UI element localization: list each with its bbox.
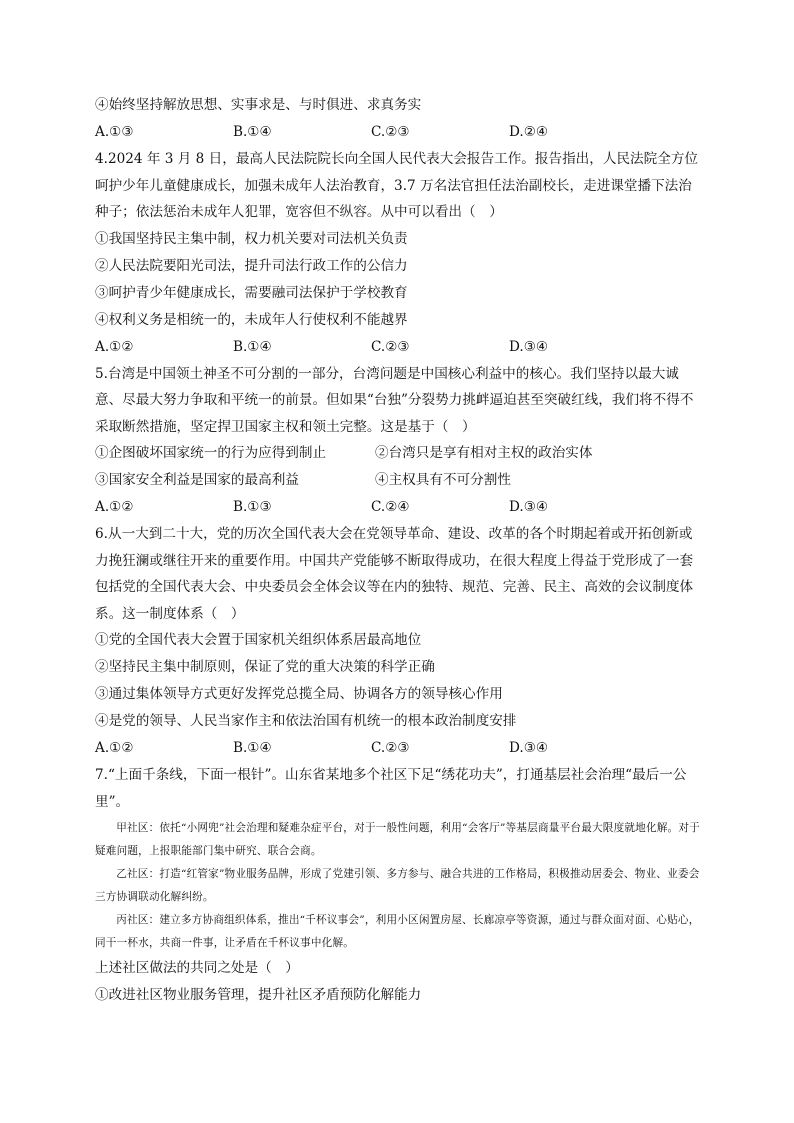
q4-statement-3: ③呵护青少年健康成长，需要融司法保护于学校教育 (95, 284, 408, 301)
q5-option-a: A.①② (95, 499, 134, 515)
q4-option-a: A.①② (95, 338, 134, 355)
q4-option-d: D.③④ (509, 338, 549, 355)
q6-statement-1: ①党的全国代表大会置于国家机关组织体系居最高地位 (95, 632, 422, 648)
q6-option-a: A.①② (95, 740, 134, 756)
q3-statement-4: ④始终坚持解放思想、实事求是、与时俱进、求真务实 (95, 97, 422, 113)
q7-material-yi: 乙社区：打造“红管家”物业服务品牌，形成了党建引领、多方参与、融合共进的工作格局，积极推动居委会、物业、业委会三方协调联动化解纠纷。 (95, 868, 700, 903)
q3-option-d: D.②④ (509, 124, 549, 140)
q6-options (95, 735, 703, 762)
q4-stem: 4.2024 年 3 月 8 日，最高人民法院院长向全国人民代表大会报告工作。报告指出，人民法院全方位呵护少年儿童健康成长，加强未成年人法治教育，3.7 万名法官担任法治副校长，走进课堂播下法治种子；依法惩治未成年人犯罪，宽容但不纵容。从中可以看出（ ） (95, 151, 699, 220)
q5-option-d: D.③④ (509, 499, 549, 515)
q5-statement-2: ②台湾只是享有相对主权的政治实体 (375, 445, 593, 461)
q6-option-d: D.③④ (509, 740, 549, 756)
q5-statement-1: ①企图破坏国家统一的行为应得到制止 (95, 445, 327, 461)
q7-ask: 上述社区做法的共同之处是（ ） (95, 960, 299, 976)
q6-statement-3: ③通过集体领导方式更好发挥党总揽全局、协调各方的领导核心作用 (95, 686, 503, 702)
q6-statement-4: ④是党的领导、人民当家作主和依法治国有机统一的根本政治制度安排 (95, 713, 517, 729)
q4-statement-1: ①我国坚持民主集中制，权力机关要对司法机关负责 (95, 230, 408, 247)
q5-statement-4: ④主权具有不可分割性 (375, 472, 511, 488)
q5-statement-3: ③国家安全利益是国家的最高利益 (95, 472, 299, 488)
q7-material (95, 817, 703, 955)
q6-option-b: B.①④ (233, 740, 272, 756)
q3-options (95, 119, 703, 146)
q4-statement-4: ④权利义务是相统一的，未成年人行使权利不能越界 (95, 311, 408, 328)
q5-stem: 5.台湾是中国领土神圣不可分割的一部分，台湾问题是中国核心利益中的核心。我们坚持以最大诚意、尽最大努力争取和平统一的前景。但如果“台独”分裂势力挑衅逼迫甚至突破红线，我们将不得不采取断然措施，坚定捍卫国家主权和领土完整。这是基于（ ） (95, 365, 694, 435)
q5-option-b: B.①③ (233, 499, 272, 515)
q4-options (95, 334, 703, 361)
q3-option-a: A.①③ (95, 124, 134, 140)
q7-material-bing: 丙社区：建立多方协商组织体系，推出“千杯议事会”，利用小区闲置房屋、长廊凉亭等资源，通过与群众面对面、心贴心，同干一杯水，共商一件事，让矛盾在千杯议事中化解。 (95, 914, 700, 949)
q4-option-b: B.①④ (233, 338, 272, 355)
q5-statements-row-1 (95, 440, 703, 467)
q5-option-c: C.②④ (371, 499, 410, 515)
q5-statements-row-2 (95, 467, 703, 494)
q3-option-c: C.②③ (371, 124, 410, 140)
q5-options (95, 494, 703, 521)
q7-statement-1: ①改进社区物业服务管理，提升社区矛盾预防化解能力 (95, 987, 422, 1003)
q6-statement-2: ②坚持民主集中制原则，保证了党的重大决策的科学正确 (95, 659, 435, 675)
q4-statement-2: ②人民法院要阳光司法，提升司法行政工作的公信力 (95, 257, 408, 274)
q7-material-jia: 甲社区：依托“小网兜”社会治理和疑难杂症平台，对于一般性问题，利用“会客厅”等基层商量平台最大限度就地化解。对于疑难问题，上报职能部门集中研究、联合会商。 (95, 822, 700, 857)
q6-stem: 6.从一大到二十大，党的历次全国代表大会在党领导革命、建设、改革的各个时期起着或开拓创新或力挽狂澜或继往开来的重要作用。中国共产党能够不断取得成功，在很大程度上得益于党形成了一套包括党的全国代表大会、中央委员会全体会议等在内的独特、规范、完善、民主、高效的会议制度体系。这一制度体系（ ） (95, 526, 694, 622)
exam-page (95, 92, 703, 1009)
q6-option-c: C.②③ (371, 740, 410, 756)
q3-option-b: B.①④ (233, 124, 272, 140)
q7-stem: 7.“上面千条线，下面一根针”。山东省某地多个社区下足“绣花功夫”，打通基层社会治理“最后一公里”。 (95, 767, 687, 810)
q4-option-c: C.②③ (371, 338, 410, 355)
